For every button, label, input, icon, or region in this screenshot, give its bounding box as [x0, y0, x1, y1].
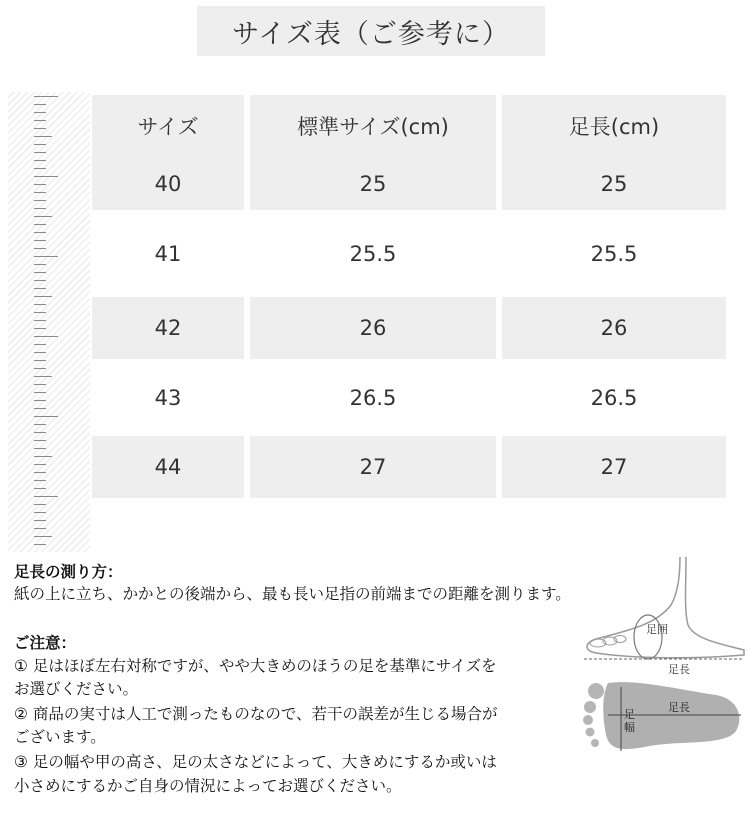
table-cell: 25.5	[349, 242, 397, 266]
ruler-tick	[34, 544, 46, 545]
ruler-tick	[34, 496, 58, 497]
note-line: ② 商品の実寸は人工で測ったものなので、若干の誤差が生じる場合が	[14, 705, 498, 723]
table-cell: 40	[92, 157, 244, 210]
ruler-tick	[34, 216, 52, 217]
table-cell: 27	[502, 436, 726, 498]
table-cell: 26.5	[590, 386, 638, 410]
table-cell: 26	[250, 297, 496, 359]
ruler-tick	[34, 472, 46, 473]
table-cell: 41	[154, 242, 182, 266]
ruler-tick	[34, 504, 46, 505]
ruler-tick	[34, 320, 46, 321]
ruler-tick	[34, 464, 46, 465]
header-size: サイズ	[92, 95, 244, 157]
notes-heading: ご注意：	[14, 634, 77, 652]
ruler-tick	[34, 288, 46, 289]
ruler-tick	[34, 280, 46, 281]
ruler-tick	[34, 232, 46, 233]
measure-heading: 足長の測り方：	[14, 563, 123, 581]
ruler-tick	[34, 248, 46, 249]
ruler-tick	[34, 528, 46, 529]
ruler-tick	[34, 432, 46, 433]
note-line: ございます。	[14, 728, 106, 746]
ruler-tick	[34, 104, 46, 105]
ruler-tick	[34, 176, 58, 177]
width-label-2: 幅	[624, 721, 635, 734]
header-foot-length: 足長(cm)	[502, 95, 726, 157]
ruler-tick	[34, 512, 46, 513]
ruler-tick	[34, 256, 58, 257]
ruler-tick	[34, 368, 46, 369]
ruler-tick	[34, 344, 46, 345]
ruler-tick	[34, 408, 46, 409]
ruler-tick	[34, 112, 46, 113]
ruler-tick	[34, 136, 52, 137]
foot-side-outline	[587, 557, 744, 658]
toe-print	[586, 728, 595, 737]
ruler-tick	[34, 424, 46, 425]
ruler-tick	[34, 184, 46, 185]
ruler-tick	[34, 160, 46, 161]
length-label-top: 足長	[668, 663, 690, 676]
table-cell: 26	[502, 297, 726, 359]
ruler-tick	[34, 312, 46, 313]
ruler-tick	[34, 448, 46, 449]
page-title: サイズ表（ご参考に）	[197, 6, 545, 56]
length-label-bottom: 足長	[668, 701, 690, 714]
toe-print	[583, 715, 593, 725]
ruler-tick	[34, 536, 52, 537]
header-standard-size: 標準サイズ(cm)	[250, 95, 496, 157]
ruler-tick	[34, 96, 58, 97]
note-line: 小さめにするかご自身の情況によってお選びください。	[14, 777, 402, 795]
ruler-tick	[34, 384, 46, 385]
toe-print	[591, 739, 599, 747]
ruler-tick	[34, 440, 46, 441]
table-cell: 42	[92, 297, 244, 359]
ruler-tick	[34, 168, 46, 169]
toe-print	[584, 701, 596, 713]
ruler-tick	[34, 192, 46, 193]
width-label-1: 足	[624, 708, 635, 721]
ruler-tick	[34, 240, 46, 241]
ruler-tick	[34, 224, 46, 225]
measure-text: 紙の上に立ち、かかとの後端から、最も長い足指の前端までの距離を測ります。	[14, 585, 571, 603]
note-line: ① 足はほぼ左右対称ですが、やや大きめのほうの足を基準にサイズを	[14, 657, 497, 675]
table-cell: 25	[250, 157, 496, 210]
ruler-tick	[34, 488, 46, 489]
ruler-tick	[34, 352, 46, 353]
ruler-graphic	[8, 92, 90, 552]
toe-print	[588, 683, 604, 699]
ruler-tick	[34, 336, 58, 337]
girth-label: 足囲	[646, 623, 668, 636]
ruler-tick	[34, 360, 46, 361]
ruler-tick	[34, 480, 46, 481]
ruler-tick	[34, 400, 46, 401]
table-cell: 25.5	[590, 242, 638, 266]
note-line: ③ 足の幅や甲の高さ、足の太さなどによって、大きめにするか或いは	[14, 753, 497, 771]
table-cell: 25	[502, 157, 726, 210]
ruler-tick	[34, 120, 46, 121]
table-cell: 27	[250, 436, 496, 498]
table-cell: 26.5	[349, 386, 397, 410]
ruler-tick	[34, 520, 46, 521]
table-cell: 43	[154, 386, 182, 410]
ruler-tick	[34, 264, 46, 265]
ruler-tick	[34, 304, 46, 305]
table-cell: 44	[92, 436, 244, 498]
note-line: お選びください。	[14, 680, 139, 698]
ruler-tick	[34, 376, 52, 377]
ruler-tick	[34, 416, 58, 417]
ruler-tick	[34, 200, 46, 201]
ruler-tick	[34, 328, 46, 329]
ruler-tick	[34, 128, 46, 129]
ruler-tick	[34, 296, 52, 297]
ruler-tick	[34, 144, 46, 145]
ruler-tick	[34, 392, 46, 393]
girth-band	[634, 615, 662, 659]
ruler-tick	[34, 272, 46, 273]
ruler-tick	[34, 152, 46, 153]
foot-measurement-illustration	[576, 555, 746, 770]
ruler-tick	[34, 208, 46, 209]
ruler-tick	[34, 456, 52, 457]
